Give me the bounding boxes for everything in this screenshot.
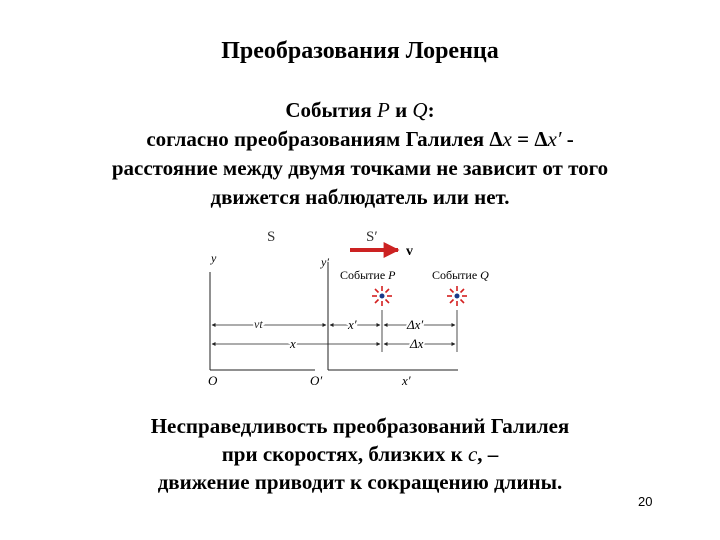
x-prime-axis-label: x′ — [402, 373, 411, 388]
conclusion-text — [60, 412, 660, 496]
intro-line-4: движется наблюдатель или нет. — [210, 185, 510, 209]
y-axis-label: y — [211, 251, 217, 265]
dx-prime-label: Δx′ — [407, 317, 424, 332]
conclusion-line-2: при скоростях, близких к c, – — [221, 442, 499, 466]
intro-line-2: согласно преобразованиям Галилея Δx = Δx′ - — [146, 127, 574, 151]
frame-s-label: S — [267, 229, 276, 245]
dx-label: Δx — [410, 336, 424, 351]
event-q-marker — [447, 286, 467, 306]
event-p-marker — [372, 286, 392, 306]
frame-s-prime-label: S′ — [366, 229, 378, 245]
event-p-label: Событие P — [340, 268, 396, 282]
event-q-label: Событие Q — [432, 268, 489, 282]
page-number: 20 — [638, 494, 653, 509]
galilean-diagram — [190, 222, 500, 397]
intro-text — [40, 96, 680, 212]
slide-title: Преобразования Лоренца — [221, 38, 499, 64]
intro-line-1: События P и Q: — [285, 98, 435, 122]
vt-label: vt — [254, 317, 263, 331]
origin-label: O — [208, 373, 218, 388]
origin-prime-label: O′ — [310, 373, 323, 388]
conclusion-line-3: движение приводит к сокращению длины. — [157, 470, 563, 494]
intro-line-3: расстояние между двумя точками не зависит от того — [111, 156, 609, 180]
y-prime-axis-label: y′ — [321, 255, 329, 269]
x-label: x — [290, 336, 296, 351]
x-prime-label: x′ — [348, 317, 357, 332]
conclusion-line-1: Несправедливость преобразований Галилея — [150, 414, 570, 438]
velocity-label: v — [406, 244, 413, 259]
